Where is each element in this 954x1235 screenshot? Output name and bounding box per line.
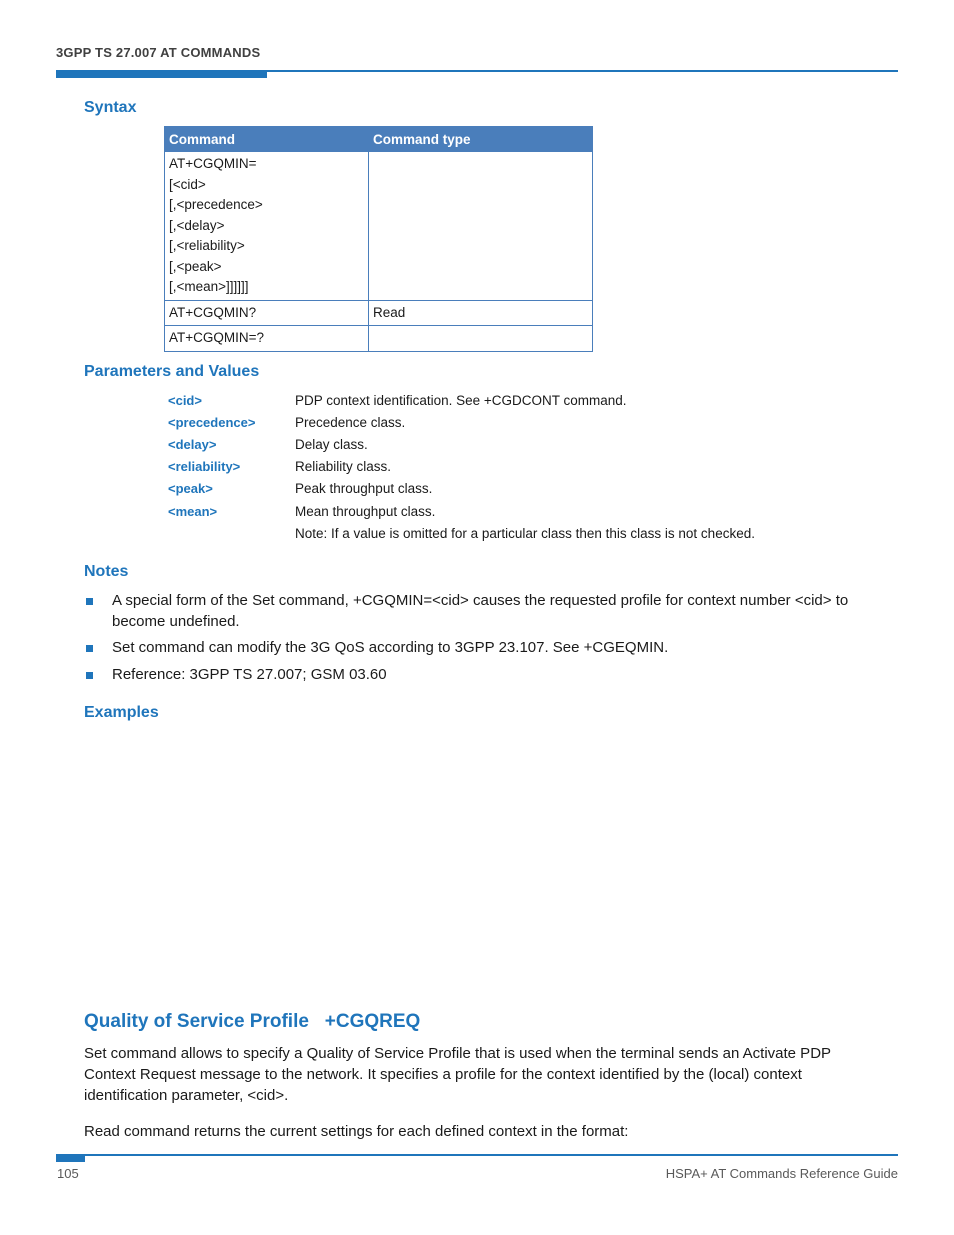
parameter-name: <peak> — [168, 481, 213, 496]
parameter-description: Precedence class. — [295, 415, 406, 430]
command-line: [,<reliability> — [169, 238, 245, 253]
note-item: Reference: 3GPP TS 27.007; GSM 03.60 — [112, 666, 387, 683]
command-type-cell: Read — [369, 300, 593, 326]
note-item: Set command can modify the 3G QoS according to 3GPP 23.107. See +CGEQMIN. — [112, 639, 669, 656]
table-row — [165, 326, 593, 352]
command-line: AT+CGQMIN=? — [169, 330, 265, 345]
running-header: 3GPP TS 27.007 AT COMMANDS — [56, 45, 261, 60]
table-row — [165, 300, 593, 326]
command-type-cell — [369, 152, 593, 301]
bullet-square-icon — [86, 598, 93, 605]
header-accent-block — [56, 70, 267, 78]
section-title: Quality of Service Profile +CGQREQ — [84, 1011, 421, 1032]
syntax-table — [164, 126, 593, 352]
table-row — [165, 152, 593, 301]
parameter-name: <cid> — [168, 393, 202, 408]
command-line: AT+CGQMIN= — [169, 156, 257, 171]
table-header-row — [165, 127, 593, 152]
examples-heading: Examples — [84, 704, 159, 721]
section-paragraph: Set command allows to specify a Quality of Service Profile that is used when the terminal sends an Activate PDP Context Request message to the network. It specifies a profile for the context identified by the (local) context identification parameter, <cid>. — [84, 1045, 831, 1104]
parameter-name: <reliability> — [168, 459, 241, 474]
command-cell — [165, 152, 369, 301]
parameters-heading: Parameters and Values — [84, 363, 260, 380]
syntax-heading: Syntax — [84, 99, 137, 116]
bullet-square-icon — [86, 645, 93, 652]
section-paragraph: Read command returns the current settings for each defined context in the format: — [84, 1123, 629, 1140]
page-number: 105 — [57, 1166, 79, 1181]
parameter-description: Reliability class. — [295, 459, 392, 474]
parameter-name: <delay> — [168, 437, 217, 452]
parameter-name: <precedence> — [168, 415, 256, 430]
footer-accent-block — [56, 1154, 85, 1162]
command-line: [,<mean>]]]]]] — [169, 279, 249, 294]
parameter-description: Delay class. — [295, 437, 368, 452]
command-line: [,<delay> — [169, 217, 225, 233]
parameter-description: Mean throughput class. — [295, 504, 436, 519]
command-type-cell — [369, 326, 593, 352]
parameter-note: Note: If a value is omitted for a particular class then this class is not checked. — [295, 526, 755, 541]
footer-title: HSPA+ AT Commands Reference Guide — [665, 1166, 898, 1181]
command-line: AT+CGQMIN? — [169, 304, 257, 320]
column-header-command: Command — [165, 127, 369, 152]
notes-heading: Notes — [84, 563, 129, 580]
parameter-name: <mean> — [168, 504, 218, 519]
parameter-description: Peak throughput class. — [295, 481, 433, 496]
note-item: A special form of the Set command, +CGQMIN=<cid> causes the requested profile for context number <cid> to become undefined. — [112, 592, 849, 630]
command-line: [,<peak> — [169, 258, 222, 274]
command-cell — [165, 326, 369, 352]
command-cell — [165, 300, 369, 326]
command-line: [<cid> — [169, 176, 206, 192]
column-header-command-type: Command type — [369, 127, 593, 152]
footer-rule — [56, 1154, 898, 1156]
command-line: [,<precedence> — [169, 197, 263, 212]
parameter-description: PDP context identification. See +CGDCONT command. — [295, 393, 627, 408]
bullet-square-icon — [86, 672, 93, 679]
